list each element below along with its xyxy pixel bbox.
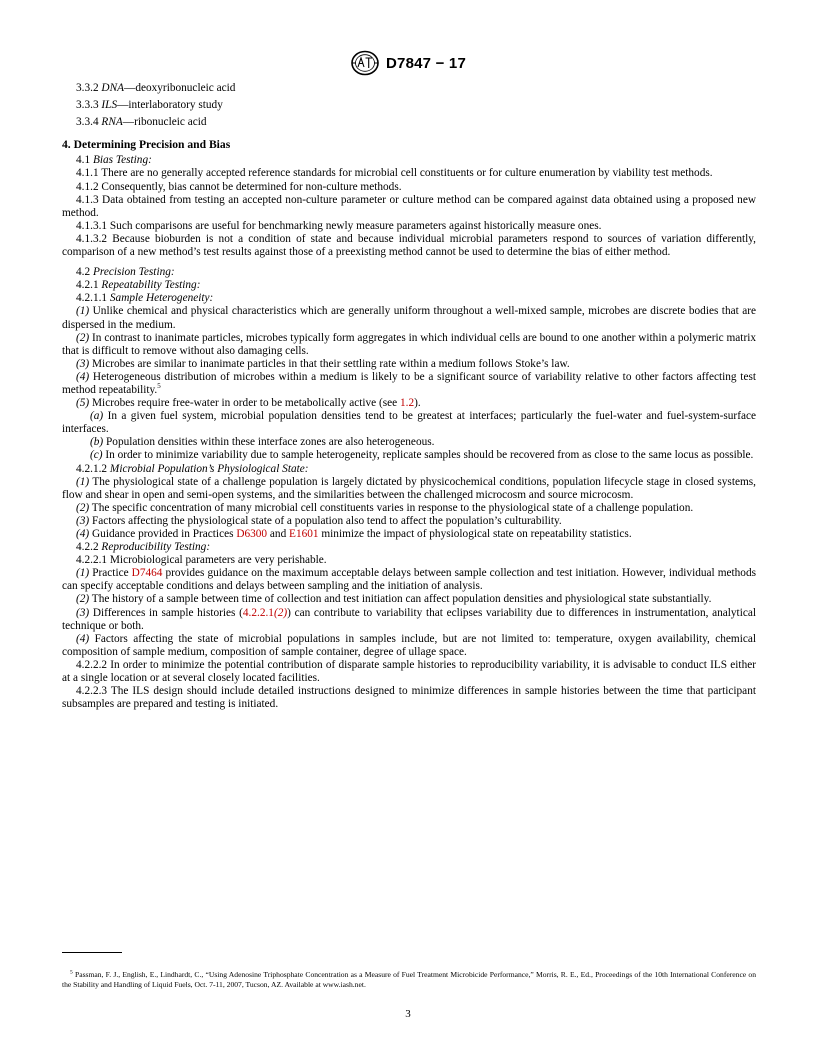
footnote-reference[interactable]: 5: [157, 382, 161, 391]
paragraph-4-1-3-1: 4.1.3.1 Such comparisons are useful for benchmarking newly measure parameters against historically measure ones.: [76, 219, 602, 232]
definition-3-3-4: 3.3.4 RNA—ribonucleic acid: [76, 116, 207, 129]
heterogeneity-item-4: (4) Heterogeneous distribution of microbes within a medium is likely to be a significant source of variability relative to other factors affecting test method repeatability.$^5$: [62, 370, 756, 396]
heterogeneity-subitem-a: (a) In a given fuel system, microbial population densities tend to be greatest at interfaces; particularly the fuel-water and fuel-system-surface interfaces.: [62, 410, 756, 436]
paragraph-4-2-2-3: 4.2.2.3 The ILS design should include detailed instructions designed to minimize differences in sample histories between the time that participant subsamples are prepared and testing is initiated.: [62, 685, 756, 711]
definition-3-3-2: 3.3.2 DNA—deoxyribonucleic acid: [76, 82, 236, 94]
footnote-divider: [62, 952, 122, 953]
standard-link-e1601[interactable]: E1601: [289, 528, 319, 540]
subsection-4-2-2-title: 4.2.2 Reproducibility Testing:: [76, 541, 211, 554]
astm-logo-icon: [350, 50, 380, 76]
footnote-mark: 5: [70, 969, 73, 976]
paragraph-4-2-2-1: 4.2.2.1 Microbiological parameters are very perishable.: [76, 554, 327, 567]
subsection-4-2-title: 4.2 Precision Testing:: [76, 266, 175, 279]
subsection-4-2-1-title: 4.2.1 Repeatability Testing:: [76, 279, 201, 292]
definition-3-3-3: 3.3.3 ILS—interlaboratory study: [76, 99, 223, 112]
reproducibility-item-1: (1) Practice D7464 provides guidance on the maximum acceptable delays between sample collection and test initiation. However, individual methods can specify acceptable conditions and delays between sampling and the initiation of analysis.: [62, 567, 756, 593]
heterogeneity-item-2: (2) In contrast to inanimate particles, microbes typically form aggregates in which individual cells are bound to one another within a polymeric matrix that is difficult to remove without also damaging cells.: [62, 331, 756, 357]
reproducibility-item-3: (3) Differences in sample histories (4.2.2.1(2)) can contribute to variability that eclipses variability due to differences in instrumentation, analytical technique or both.: [62, 606, 756, 632]
paragraph-4-1-3: 4.1.3 Data obtained from testing an accepted non-culture parameter or culture method can be compared against data obtained using a proposed new method.: [62, 193, 756, 219]
footnote: $^5$ Passman, F. J., English, E., Lindhardt, C., “Using Adenosine Triphosphate Concentration as a Measure of Fuel Treatment Microbicide Performance,” Morris, R. E., Ed., Proceedings of the 10th International Conference on the Stability and Handling of Liquid Fuels, Oct. 7-11, 2007, Tucson, AZ. Available at www.iash.net.: [62, 969, 756, 989]
paragraph-4-1-1: 4.1.1 There are no generally accepted reference standards for microbial cell constituents or for culture enumeration by viability test methods.: [76, 167, 713, 180]
paragraph-4-1-3-2: 4.1.3.2 Because bioburden is not a condition of state and because individual microbial parameters respond to sources of variation differently, comparison of a new method’s test results against those of a preexisting method cannot be used to determine the bias of either method.: [62, 232, 756, 259]
subsection-4-2-1-1-title: 4.2.1.1 Sample Heterogeneity:: [76, 292, 214, 305]
heterogeneity-subitem-b: (b) Population densities within these interface zones are also heterogeneous.: [90, 436, 435, 449]
subsection-4-1-title: 4.1 Bias Testing:: [76, 154, 152, 167]
physiology-item-1: (1) The physiological state of a challenge population is largely dictated by physicochemical conditions, population lifecycle stage in closed systems, flow and shear in open and semi-open systems, and the similarities between the challenged microcosm and source microcosm.: [62, 475, 756, 501]
document-body: [62, 82, 756, 711]
standard-link-d6300[interactable]: D6300: [236, 528, 268, 540]
section-link-4-2-2-1[interactable]: 4.2.2.1(2): [242, 606, 288, 619]
standard-link-d7464[interactable]: D7464: [131, 567, 163, 580]
heterogeneity-item-5: (5) Microbes require free-water in order to be metabolically active (see 1.2).: [76, 397, 421, 410]
physiology-item-2: (2) The specific concentration of many microbial cell constituents varies in response to the physiological state of a challenge population.: [76, 501, 694, 514]
document-id: D7847 − 17: [386, 54, 466, 72]
subsection-4-2-1-2-title: 4.2.1.2 Microbial Population’s Physiological State:: [76, 462, 309, 475]
page-header: [0, 50, 816, 76]
heterogeneity-subitem-c: (c) In order to minimize variability due to sample heterogeneity, replicate samples should be recovered from as close to the same locus as possible.: [90, 449, 754, 462]
physiology-item-4: (4) Guidance provided in Practices D6300 and E1601 minimize the impact of physiological state on repeatability statistics.: [76, 528, 632, 540]
paragraph-4-2-2-2: 4.2.2.2 In order to minimize the potential contribution of disparate sample histories to reproducibility variability, it is advisable to conduct ILS either at a single location or at several closely located facilities.: [62, 658, 756, 685]
paragraph-4-1-2: 4.1.2 Consequently, bias cannot be determined for non-culture methods.: [76, 180, 402, 193]
page-number: 3: [405, 1008, 411, 1020]
reproducibility-item-2: (2) The history of a sample between time of collection and test initiation can affect population densities and physiological state substantially.: [76, 593, 712, 606]
heterogeneity-item-3: (3) Microbes are similar to inanimate particles in that their settling rate within a medium follows Stoke’s law.: [76, 357, 570, 370]
reproducibility-item-4: (4) Factors affecting the state of microbial populations in samples include, but are not limited to: temperature, oxygen availability, chemical composition of sample medium, composition of sample container, degree of ullage space.: [62, 632, 756, 658]
heterogeneity-item-1: (1) Unlike chemical and physical characteristics which are generally uniform throughout a well-mixed sample, microbes are discrete bodies that are dispersed in the medium.: [62, 305, 756, 331]
section-heading: 4. Determining Precision and Bias: [62, 138, 231, 152]
section-link-1-2[interactable]: 1.2: [400, 397, 415, 410]
physiology-item-3: (3) Factors affecting the physiological state of a population also tend to affect the population’s culturability.: [76, 514, 562, 527]
